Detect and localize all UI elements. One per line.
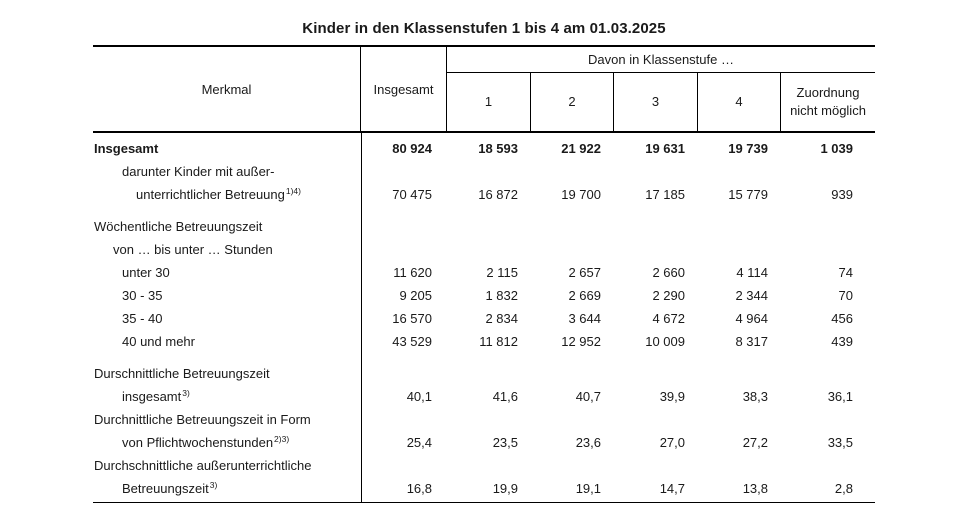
cell-value: 16 872 <box>478 187 518 202</box>
cell-value: 27,0 <box>659 435 685 450</box>
cell-value: 2 660 <box>652 265 685 280</box>
cell-value: 939 <box>831 187 853 202</box>
table-row <box>93 215 875 238</box>
cell-value: 11 812 <box>479 334 518 349</box>
row-label: unter 30 <box>122 265 170 280</box>
cell-value: 2 834 <box>485 311 518 326</box>
cell-value: 40,7 <box>575 389 601 404</box>
cell-value: 1 039 <box>820 141 853 156</box>
table-row <box>93 238 875 261</box>
cell-value: 16 570 <box>392 311 432 326</box>
table-row <box>93 307 875 330</box>
cell-value: 1 832 <box>485 288 518 303</box>
cell-value: 4 964 <box>735 311 768 326</box>
footnote-marker: 3) <box>209 479 218 490</box>
row-label: Durchnittliche Betreuungszeit in Form <box>94 412 311 427</box>
col-header-klassenstufe-1: 1 <box>447 73 531 131</box>
row-label: Durschnittliche Betreuungszeit <box>94 366 270 381</box>
cell-value: 14,7 <box>659 481 685 496</box>
table-row <box>93 137 875 160</box>
table-row <box>93 183 875 206</box>
col-group-klassenstufe <box>447 47 875 131</box>
cell-value: 4 672 <box>652 311 685 326</box>
col-header-klassenstufe-2: 2 <box>531 73 614 131</box>
cell-value: 19 700 <box>561 187 601 202</box>
cell-value: 19,1 <box>575 481 601 496</box>
cell-value: 21 922 <box>561 141 601 156</box>
cell-value: 2 344 <box>735 288 768 303</box>
row-label: 30 - 35 <box>122 288 163 303</box>
row-label: Betreuungszeit$^{3)}$ <box>122 479 218 496</box>
cell-value: 43 529 <box>392 334 432 349</box>
row-label: darunter Kinder mit außer- <box>122 164 275 179</box>
col-header-merkmal: Merkmal <box>93 47 361 131</box>
cell-value: 2 657 <box>568 265 601 280</box>
col-header-insgesamt: Insgesamt <box>361 47 447 131</box>
table-row <box>93 385 875 408</box>
table-body <box>93 133 875 503</box>
cell-value: 38,3 <box>742 389 768 404</box>
table-row <box>93 362 875 385</box>
cell-value: 439 <box>831 334 853 349</box>
cell-value: 456 <box>831 311 853 326</box>
statistics-table <box>93 45 875 503</box>
table-row <box>93 160 875 183</box>
cell-value: 41,6 <box>492 389 518 404</box>
cell-value: 15 779 <box>728 187 768 202</box>
footnote-marker: 1)4) <box>285 185 301 196</box>
page-title: Kinder in den Klassenstufen 1 bis 4 am 01.03.2025 <box>302 20 666 37</box>
cell-value: 18 593 <box>478 141 518 156</box>
table-row <box>93 454 875 477</box>
cell-value: 39,9 <box>659 389 685 404</box>
cell-value: 74 <box>838 265 853 280</box>
row-label: 35 - 40 <box>122 311 163 326</box>
row-label: insgesamt$^{3)}$ <box>122 387 190 404</box>
cell-value: 25,4 <box>406 435 432 450</box>
cell-value: 23,6 <box>575 435 601 450</box>
cell-value: 33,5 <box>827 435 853 450</box>
col-header-klassenstufe-4: 4 <box>698 73 781 131</box>
footnote-marker: 3) <box>182 387 190 398</box>
row-label: 40 und mehr <box>122 334 195 349</box>
footnote-marker: 2)3) <box>274 433 290 444</box>
table-row <box>93 431 875 454</box>
cell-value: 4 114 <box>736 265 768 280</box>
table-row <box>93 330 875 353</box>
cell-value: 19 631 <box>645 141 685 156</box>
cell-value: 70 <box>838 288 853 303</box>
cell-value: 27,2 <box>742 435 768 450</box>
cell-value: 2 290 <box>652 288 685 303</box>
table-header <box>93 45 875 133</box>
cell-value: 36,1 <box>827 389 853 404</box>
cell-value: 23,5 <box>492 435 518 450</box>
col-header-davon-in-klassenstufe: Davon in Klassenstufe … <box>447 47 875 73</box>
table-row <box>93 477 875 500</box>
col-header-zuordnung-nicht-moeglich: Zuordnung nicht möglich <box>790 85 866 118</box>
cell-value: 8 317 <box>735 334 768 349</box>
row-label: Wöchentliche Betreuungszeit <box>94 219 263 234</box>
cell-value: 80 924 <box>392 141 432 156</box>
subcolumn-headers <box>447 73 875 131</box>
column-divider <box>361 133 362 502</box>
cell-value: 70 475 <box>392 187 432 202</box>
cell-value: 2 115 <box>486 265 518 280</box>
table-row <box>93 261 875 284</box>
cell-value: 11 620 <box>393 265 432 280</box>
table-row <box>93 284 875 307</box>
cell-value: 13,8 <box>742 481 768 496</box>
row-label: von … bis unter … Stunden <box>113 242 273 257</box>
row-label: Insgesamt <box>94 141 159 156</box>
row-label: von Pflichtwochenstunden$^{2)3)}$ <box>122 433 290 450</box>
row-label: Durchschnittliche außerunterrichtliche <box>94 458 312 473</box>
cell-value: 19 739 <box>728 141 768 156</box>
cell-value: 10 009 <box>645 334 685 349</box>
cell-value: 16,8 <box>406 481 432 496</box>
cell-value: 2,8 <box>834 481 853 496</box>
row-label: unterrichtlicher Betreuung$^{1)4)}$ <box>136 185 301 202</box>
cell-value: 9 205 <box>399 288 432 303</box>
cell-value: 12 952 <box>561 334 601 349</box>
table-row <box>93 408 875 431</box>
cell-value: 3 644 <box>568 311 601 326</box>
cell-value: 17 185 <box>645 187 685 202</box>
col-header-klassenstufe-3: 3 <box>614 73 698 131</box>
cell-value: 40,1 <box>406 389 432 404</box>
cell-value: 2 669 <box>568 288 601 303</box>
cell-value: 19,9 <box>492 481 518 496</box>
